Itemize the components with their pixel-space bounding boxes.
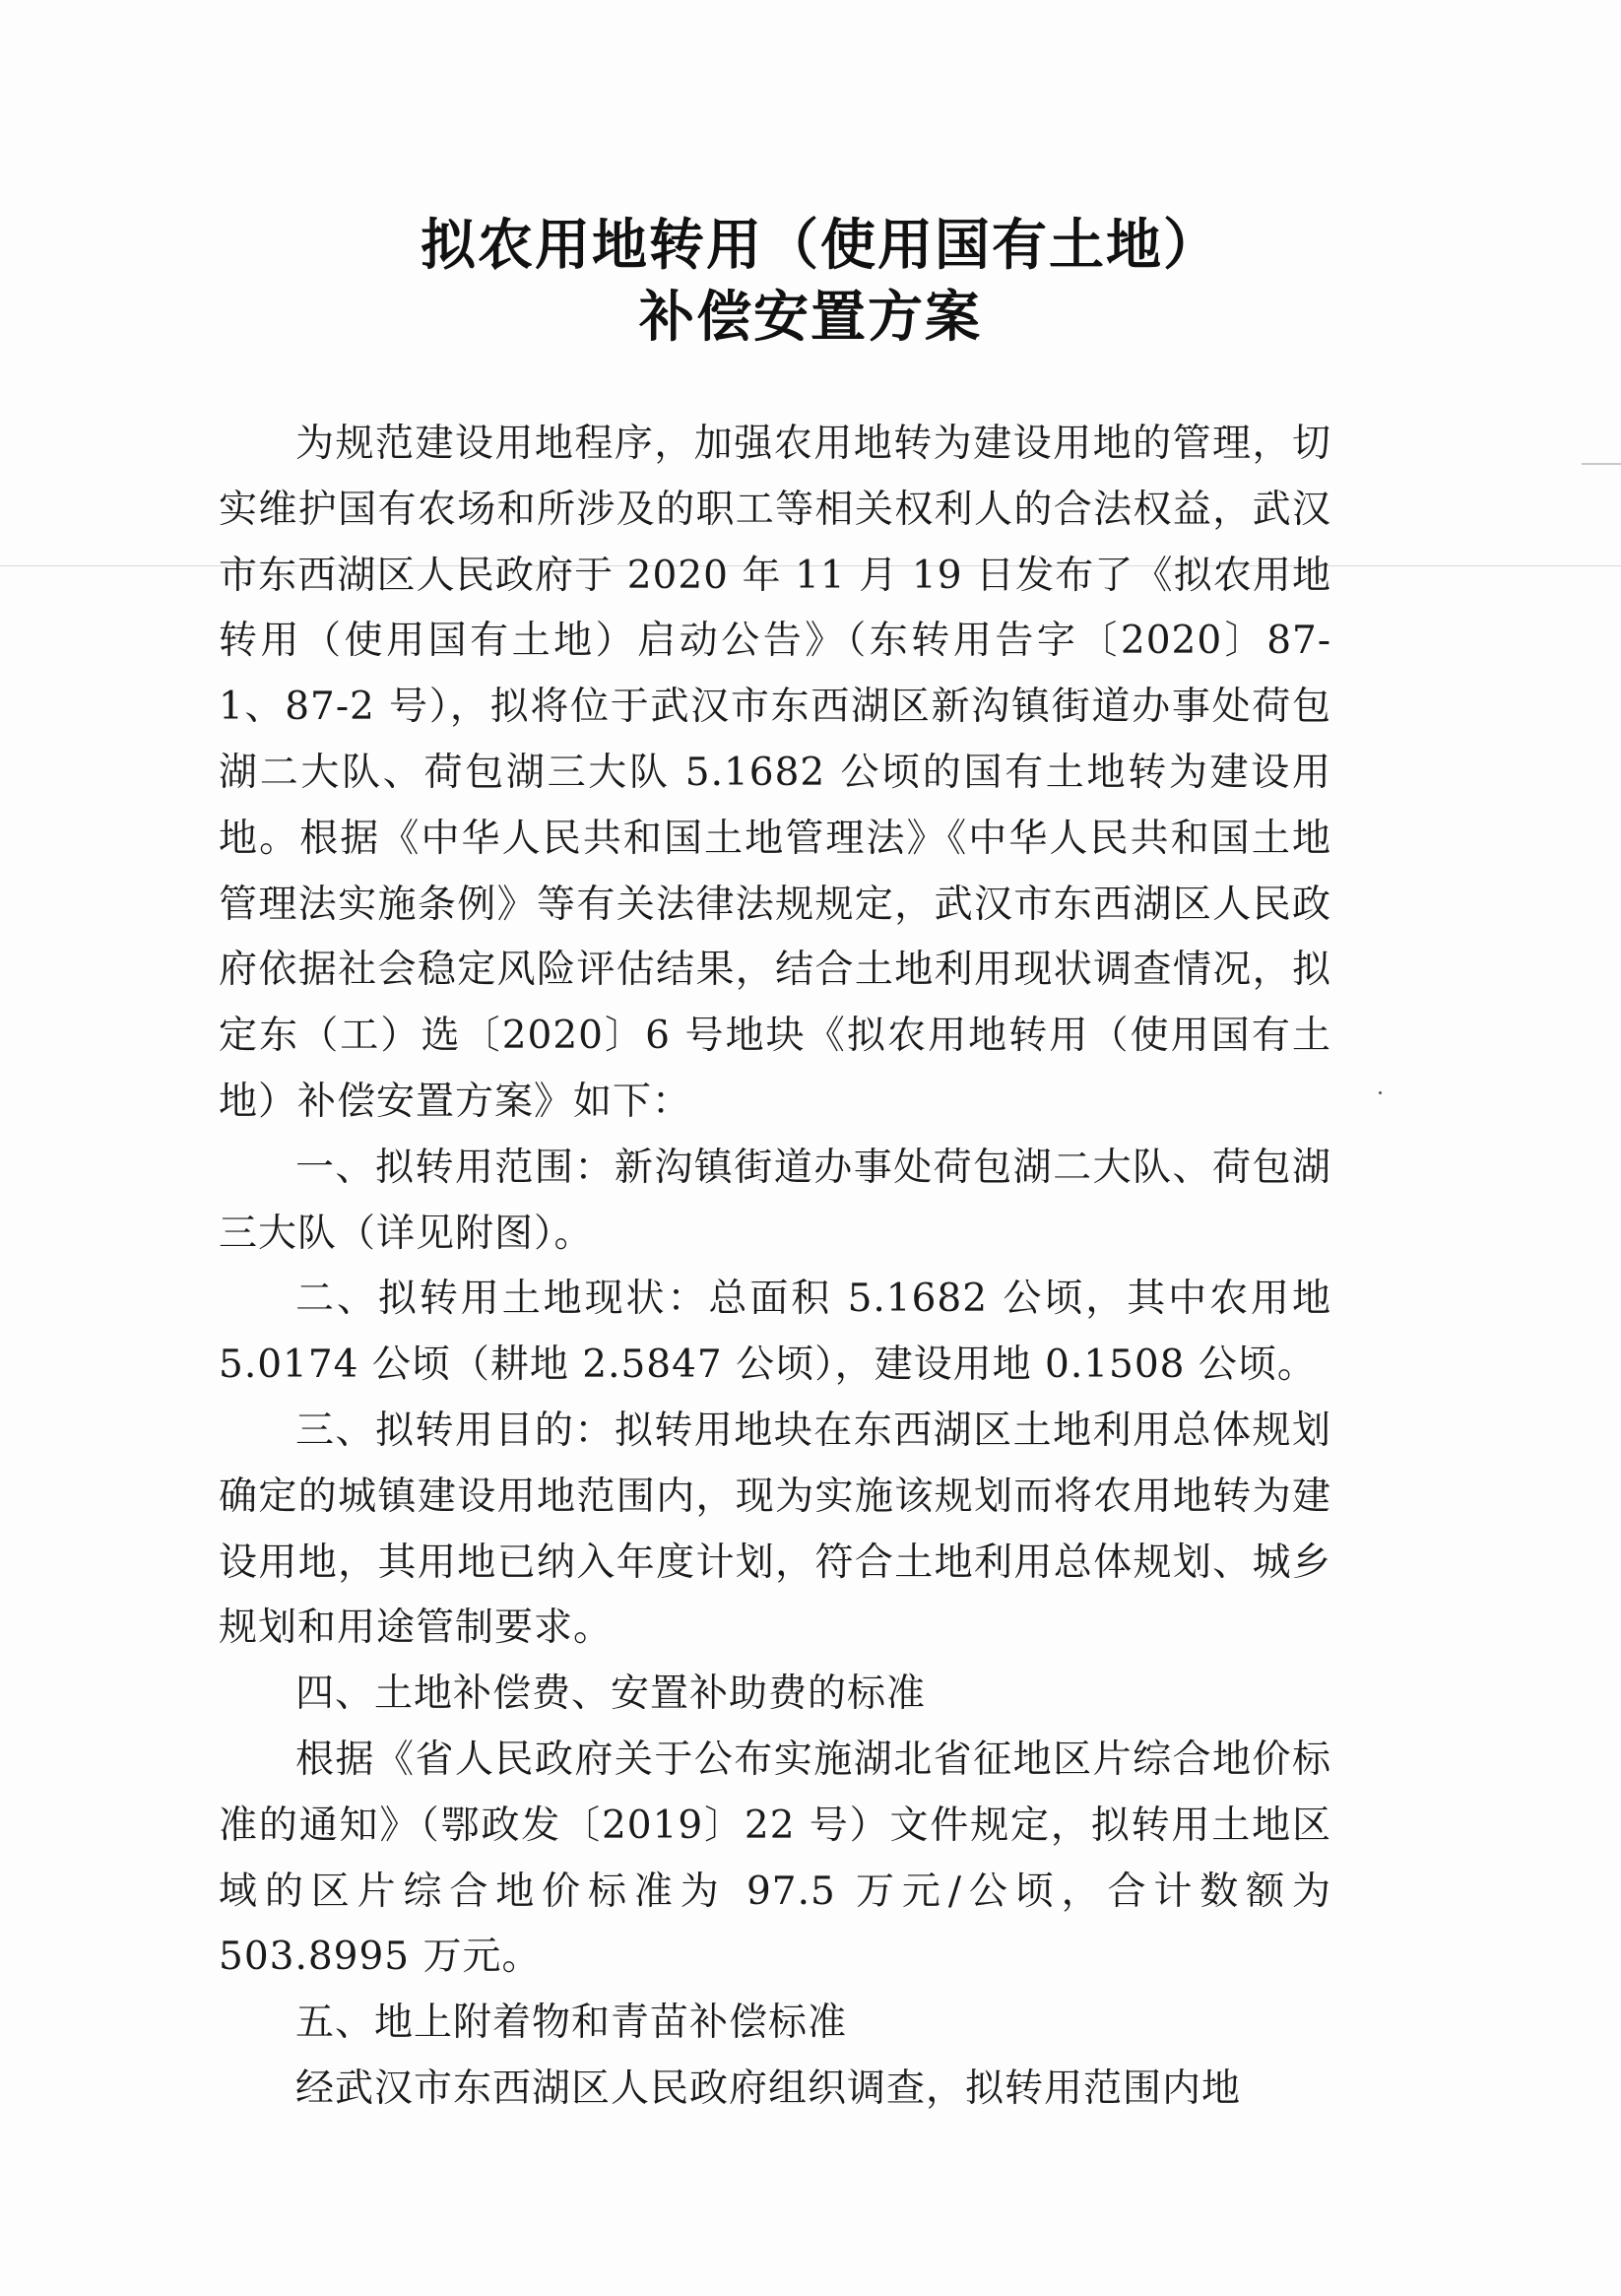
paragraph-intro: 为规范建设用地程序，加强农用地转为建设用地的管理，切实维护国有农场和所涉及的职工等相关权利人的合法权益，武汉市东西湖区人民政府于 2020 年 11 月 19 日发布了《拟农用地转用（使用国有土地）启动公告》（东转用告字〔2020〕87-1、87-2 号），拟将位于武汉市东西湖区新沟镇街道办事处荷包湖二大队、荷包湖三大队 5.1682 公顷的国有土地转为建设用地。根据《中华人民共和国土地管理法》《中华人民共和国土地管理法实施条例》等有关法律法规规定，武汉市东西湖区人民政府依据社会稳定风险评估结果，结合土地利用现状调查情况，拟定东（工）选〔2020〕6 号地块《拟农用地转用（使用国有土地）补偿安置方案》如下： <box>219 422 1331 1124</box>
paragraph-section-1: 一、拟转用范围：新沟镇街道办事处荷包湖二大队、荷包湖三大队（详见附图）。 <box>219 1145 1331 1256</box>
scan-edge-mark <box>1582 463 1621 465</box>
scan-speck <box>1379 1091 1382 1094</box>
heading-section-5: 五、地上附着物和青苗补偿标准 <box>295 2001 848 2046</box>
document-title-line-1: 拟农用地转用（使用国有土地） <box>421 214 1220 278</box>
paragraph-section-2: 二、拟转用土地现状：总面积 5.1682 公顷，其中农用地 5.0174 公顷（耕地 2.5847 公顷），建设用地 0.1508 公顷。 <box>219 1277 1331 1388</box>
paragraph-section-3: 三、拟转用目的：拟转用地块在东西湖区土地利用总体规划确定的城镇建设用地范围内，现为实施该规划而将农用地转为建设用地，其用地已纳入年度计划，符合土地利用总体规划、城乡规划和用途管制要求。 <box>219 1408 1331 1651</box>
paragraph-section-4-body: 根据《省人民政府关于公布实施湖北省征地区片综合地价标准的通知》（鄂政发〔2019〕22 号）文件规定，拟转用土地区域的区片综合地价标准为 97.5 万元/公顷，合计数额为 503.8995 万元。 <box>219 1737 1331 1980</box>
document-title-line-2: 补偿安置方案 <box>639 286 982 350</box>
paragraph-section-5-body: 经武汉市东西湖区人民政府组织调查，拟转用范围内地 <box>295 2066 1242 2111</box>
document-body <box>219 412 1331 2123</box>
heading-section-4: 四、土地补偿费、安置补助费的标准 <box>295 1672 927 1717</box>
